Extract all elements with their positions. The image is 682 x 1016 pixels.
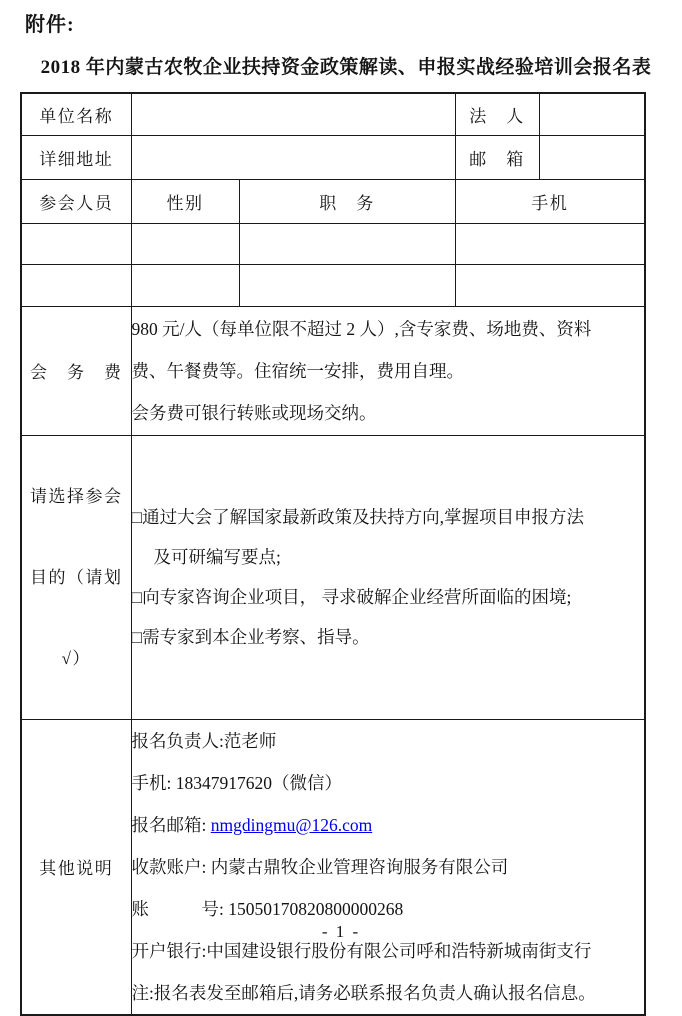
email-link[interactable]: nmgdingmu@126.com [210,814,373,835]
attendee-row [21,223,645,264]
address-value-cell [131,135,455,179]
page-title: 2018 年内蒙古农牧企业扶持资金政策解读、申报实战经验培训会报名表 [40,57,652,78]
purpose-option [132,577,645,617]
purpose-option-continuation: 及可研编写要点; [153,547,281,567]
mailbox-label: 邮 箱 [455,135,539,179]
account-number-line: 账 号: 15050170820800000268 [131,898,404,919]
checkbox-icon: □ [131,587,143,607]
attendee-position-cell [239,223,455,264]
attendee-position-cell [239,264,455,306]
notes-content [131,719,645,1015]
unit-name-value-cell [131,93,455,135]
row-notes [21,719,645,1015]
attendee-row [21,264,645,306]
fee-text-line: 会务费可银行转账或现场交纳。 [131,402,377,423]
attendee-name-cell [21,264,131,306]
note-line: 注:报名表发至邮箱后,请务必联系报名负责人确认报名信息。 [131,982,596,1003]
fee-content [131,306,645,435]
purpose-label-line: 请选择参会 [30,486,123,506]
phone-line: 手机: 18347917620（微信） [131,772,342,793]
page-number: - 1 - [321,922,361,941]
attendee-gender-cell [131,264,239,306]
attendee-header-gender: 性别 [131,179,239,223]
purpose-content [131,435,645,719]
row-purpose [21,435,645,719]
purpose-option-text: 需专家到本企业考察、指导。 [142,627,370,647]
attachment-label: 附件: [25,14,75,36]
attendee-header-mobile: 手机 [455,179,645,223]
registration-table [20,92,646,1016]
email-line [132,804,645,846]
attendee-header-name: 参会人员 [21,179,131,223]
purpose-option [132,497,645,537]
legal-person-value-cell [539,93,645,135]
attendee-name-cell [21,223,131,264]
purpose-option-text: 向专家咨询企业项目， 寻求破解企业经营所面临的困境; [142,587,572,607]
attendee-mobile-cell [455,264,645,306]
attendee-gender-cell [131,223,239,264]
contact-person-line: 报名负责人:范老师 [131,730,277,751]
attendee-header-position: 职 务 [239,179,455,223]
checkbox-icon: □ [131,627,143,647]
fee-text-line: 费、午餐费等。住宿统一安排，费用自理。 [131,360,464,381]
address-label: 详细地址 [21,135,131,179]
mailbox-value-cell [539,135,645,179]
attendee-mobile-cell [455,223,645,264]
legal-person-label: 法 人 [455,93,539,135]
purpose-option-text: 通过大会了解国家最新政策及扶持方向,掌握项目申报方法 [142,507,584,527]
bank-line: 开户银行:中国建设银行股份有限公司呼和浩特新城南街支行 [131,940,592,961]
unit-name-label: 单位名称 [21,93,131,135]
purpose-label-line: 目的（请划 [30,567,123,587]
account-name-line: 收款账户: 内蒙古鼎牧企业管理咨询服务有限公司 [131,856,509,877]
checkbox-icon: □ [131,507,143,527]
row-fee [21,306,645,435]
row-unit-name [21,93,645,135]
purpose-option [132,617,645,657]
email-label: 报名邮箱: [131,814,211,835]
fee-label: 会 务 费 [21,306,131,435]
purpose-label [21,435,131,719]
row-address [21,135,645,179]
notes-label: 其他说明 [21,719,131,1015]
purpose-label-line: √） [61,648,91,668]
fee-text-line: 980 元/人（每单位限不超过 2 人）,含专家费、场地费、资料 [131,318,592,339]
row-attendee-header [21,179,645,223]
